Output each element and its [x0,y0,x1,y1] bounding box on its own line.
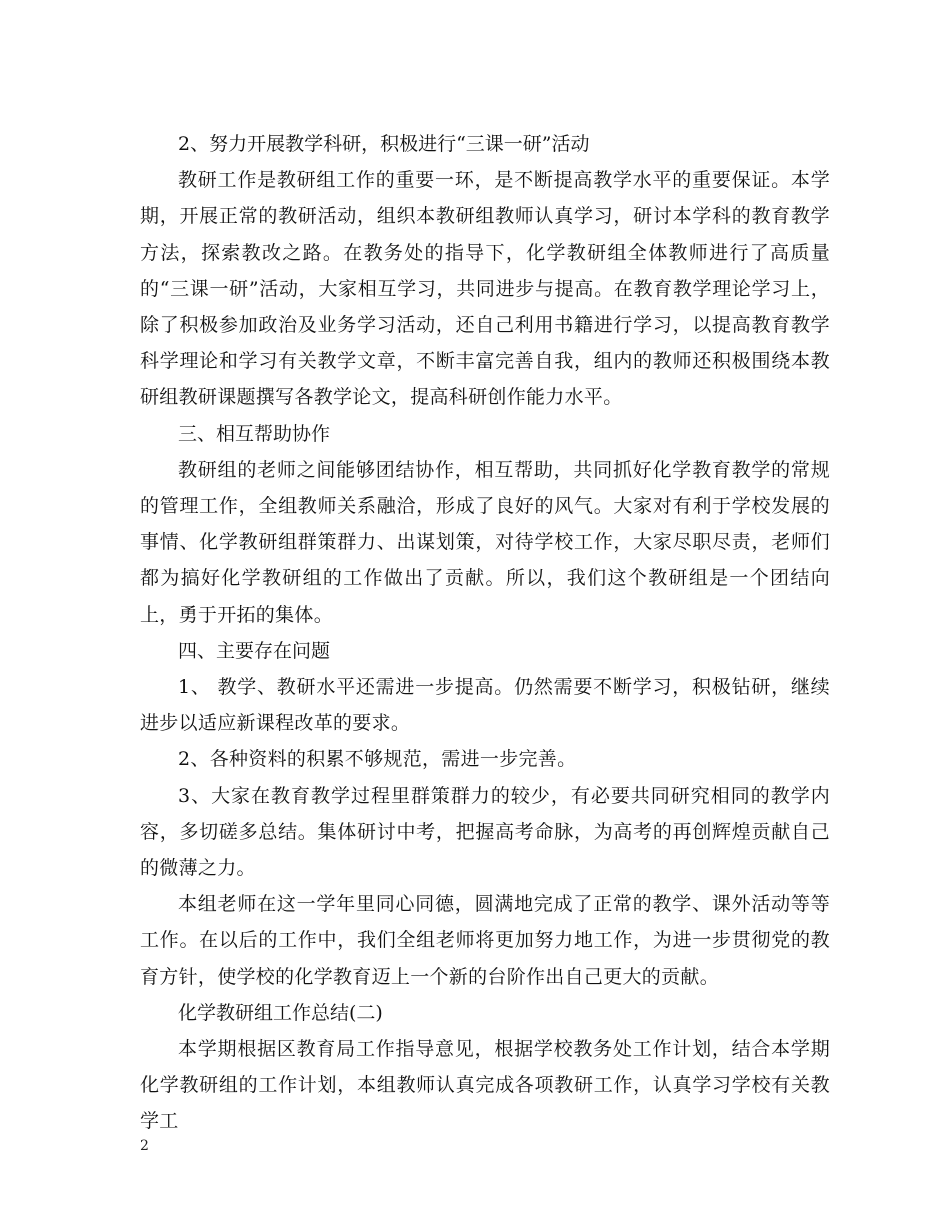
paragraph-conclusion: 本组老师在这一学年里同心同德，圆满地完成了正常的教学、课外活动等等工作。在以后的工作中，我们全组老师将更加努力地工作，为进一步贯彻党的教育方针，使学校的化学教育迈上一个新的台阶作出自己更大的贡献。 [140,893,830,988]
page-number: 2 [140,1138,149,1154]
section-heading-summary-two: 化学教研组工作总结(二) [178,1001,383,1024]
section-heading-research: 2、努力开展教学科研，积极进行“三课一研”活动 [178,133,590,155]
section-heading-problems: 四、主要存在问题 [178,639,331,662]
problem-item-3: 3、大家在教育教学过程里群策群力的较少，有必要共同研究相同的教学内容，多切磋多总结。集体研讨中考，把握高考命脉，为高考的再创辉煌贡献自己的微薄之力。 [140,784,830,880]
document-body [140,126,830,1140]
paragraph-research: 教研工作是教研组工作的重要一环，是不断提高教学水平的重要保证。本学期，开展正常的教研活动，组织本教研组教师认真学习，研讨本学科的教育教学方法，探索教改之路。在教务处的指导下，化学教研组全体教师进行了高质量的“三课一研”活动，大家相互学习，共同进步与提高。在教育教学理论学习上，除了积极参加政治及业务学习活动，还自己利用书籍进行学习，以提高教育教学科学理论和学习有关教学文章，不断丰富完善自我，组内的教师还积极围绕本教研组教研课题撰写各教学论文，提高科研创作能力水平。 [140,169,830,409]
section-heading-cooperation: 三、相互帮助协作 [178,422,331,445]
paragraph-cooperation: 教研组的老师之间能够团结协作，相互帮助，共同抓好化学教育教学的常规的管理工作，全组教师关系融洽，形成了良好的风气。大家对有利于学校发展的事情、化学教研组群策群力、出谋划策，对待学校工作，大家尽职尽责，老师们都为搞好化学教研组的工作做出了贡献。所以，我们这个教研组是一个团结向上，勇于开拓的集体。 [140,458,830,626]
problem-item-1: 1、 教学、教研水平还需进一步提高。仍然需要不断学习，积极钻研，继续进步以适应新课程改革的要求。 [140,676,830,735]
problem-item-2: 2、各种资料的积累不够规范，需进一步完善。 [178,748,577,771]
paragraph-summary-two-intro: 本学期根据区教育局工作指导意见，根据学校教务处工作计划，结合本学期化学教研组的工作计划，本组教师认真完成各项教研工作，认真学习学校有关教学工 [140,1038,830,1133]
